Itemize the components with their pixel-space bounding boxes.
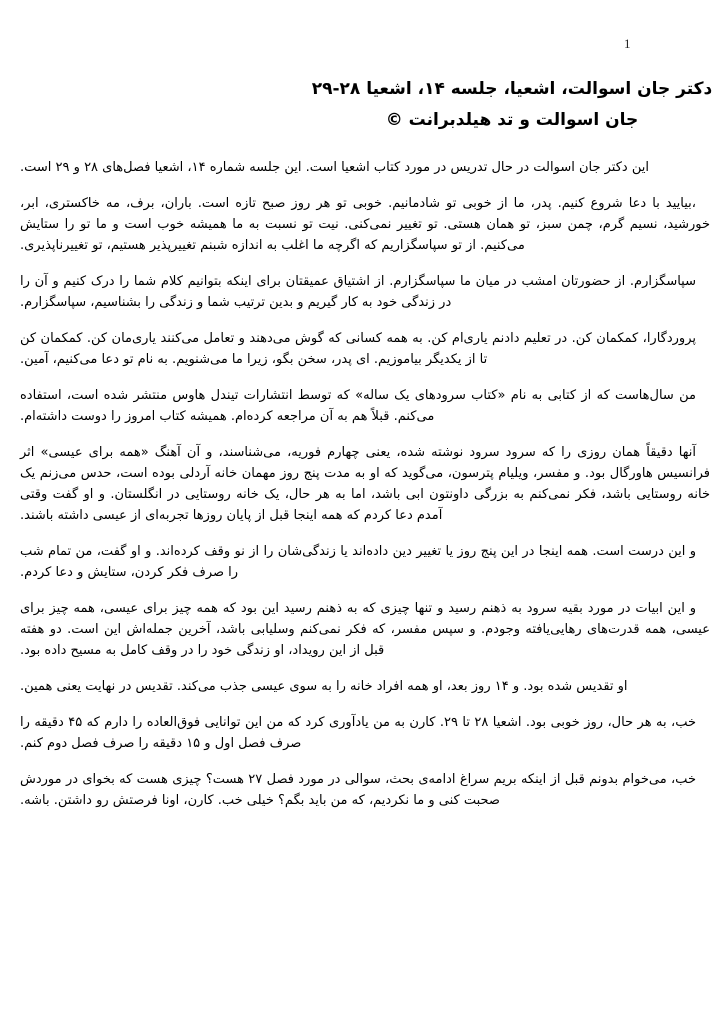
title-line-2: جان اسوالت و تد هیلدبرانت © (385, 110, 639, 130)
body-paragraph: من سال‌هاست که از کتابی به نام «کتاب سرودهای یک ساله» که توسط انتشارات تیندل هاوس منتشر شده است، استفاده می‌کنم. قبلاً هم به آن مراجعه کرده‌ام. همیشه کتاب امروز را دوست داشته‌ام. (20, 388, 696, 424)
page-number: 1 (624, 36, 631, 51)
body-paragraph: آنها دقیقاً همان روزی را که سرود سرود نوشته شده، یعنی چهارم فوریه، می‌شناسند، و آن آهنگ «همه برای عیسی» اثر فرانسیس هاورگال بود. و مفسر، ویلیام پترسون، می‌گوید که او به مدت پنج روز مهمان خانه آردلی بوده است، حدس می‌زنم یک خانه روستایی باشد، فکر نمی‌کنم به بزرگی داونتون ابی باشد، اما به هر حال، یک خانه روستایی در انگلستان. و او گفت وقتی آمدم دعا کردم که همه اینجا قبل از پایان روزها تجربه‌ای از عیسی داشته باشند. (20, 445, 710, 523)
body-paragraph: و این ابیات در مورد بقیه سرود به ذهنم رسید و تنها چیزی که به ذهنم رسید این بود که همه چیز برای عیسی، همه چیز برای عیسی، همه قدرت‌های رهایی‌یافته وجودم. و سپس مفسر، که فکر نمی‌کنم وسلیابی باشد، آخرین جمله‌اش این است. دو هفته قبل از این رویداد، او زندگی خود را در وقف کامل به مسیح داده بود. (20, 601, 710, 658)
body-paragraph: این دکتر جان اسوالت در حال تدریس در مورد کتاب اشعیا است. این جلسه شماره ۱۴، اشعیا فصل‌های ۲۸ و ۲۹ است. (20, 160, 649, 175)
body-paragraph: پروردگارا، کمکمان کن. در تعلیم دادنم یاری‌ام کن. به همه کسانی که گوش می‌دهند و تعامل می‌کنند یاری‌مان کن. کمکمان کن تا از یکدیگر بیاموزیم. ای پدر، سخن بگو، زیرا ما می‌شنویم. به نام تو دعا می‌کنیم، آمین. (20, 331, 696, 367)
body-paragraph: خب، به هر حال، روز خوبی بود. اشعیا ۲۸ تا ۲۹. کارن به من یادآوری کرد که من این توانایی فوق‌العاده را دارم که ۴۵ دقیقه را صرف فصل اول و ۱۵ دقیقه را صرف فصل دوم کنم. (20, 715, 697, 751)
title-line-1: دکتر جان اسوالت، اشعیا، جلسه ۱۴، اشعیا ۲۸-۲۹ (311, 79, 713, 99)
document-title (300, 74, 724, 136)
body-paragraph: سپاسگزارم. از حضورتان امشب در میان ما سپاسگزارم. از اشتیاق عمیقتان برای اینکه بتوانیم کلام شما را درک کنیم و آن را در زندگی خود به کار گیریم و بدین ترتیب شما و زندگی را بشناسیم، سپاسگزارم. (20, 274, 696, 310)
document-body (20, 157, 710, 811)
body-paragraph: او تقدیس شده بود. و ۱۴ روز بعد، او همه افراد خانه را به سوی عیسی جذب می‌کند. تقدیس در نهایت یعنی همین. (20, 679, 628, 694)
body-paragraph: خب، می‌خوام بدونم قبل از اینکه بریم سراغ ادامه‌ی بحث، سوالی در مورد فصل ۲۷ هست؟ چیزی هست که بخوای در موردش صحبت کنی و ما نکردیم، که من باید بگم؟ خیلی خب. کارن، اونا فرصتش رو داشتن. باشه. (20, 772, 696, 808)
body-paragraph: ،بیایید با دعا شروع کنیم. پدر، ما از خوبی تو شادمانیم. خوبی تو هر روز صبح تازه است. باران، برف، مه خاکستری، ابر، خورشید، نسیم گرم، چمن سبز، تو همان هستی. تو تغییر نمی‌کنی. نیت تو نسبت به ما همیشه خوب است و ما تو را ستایش می‌کنیم. از تو سپاسگزاریم که اگرچه ما اغلب به اندازه شبنم تغییرپذیر هستیم، تو تغییرناپذیری. (20, 196, 710, 253)
body-paragraph: و این درست است. همه اینجا در این پنج روز یا تغییر دین داده‌اند یا زندگی‌شان را از نو وقف کرده‌اند. و او گفت، من تمام شب را صرف فکر کردن، ستایش و دعا کردم. (20, 544, 696, 580)
